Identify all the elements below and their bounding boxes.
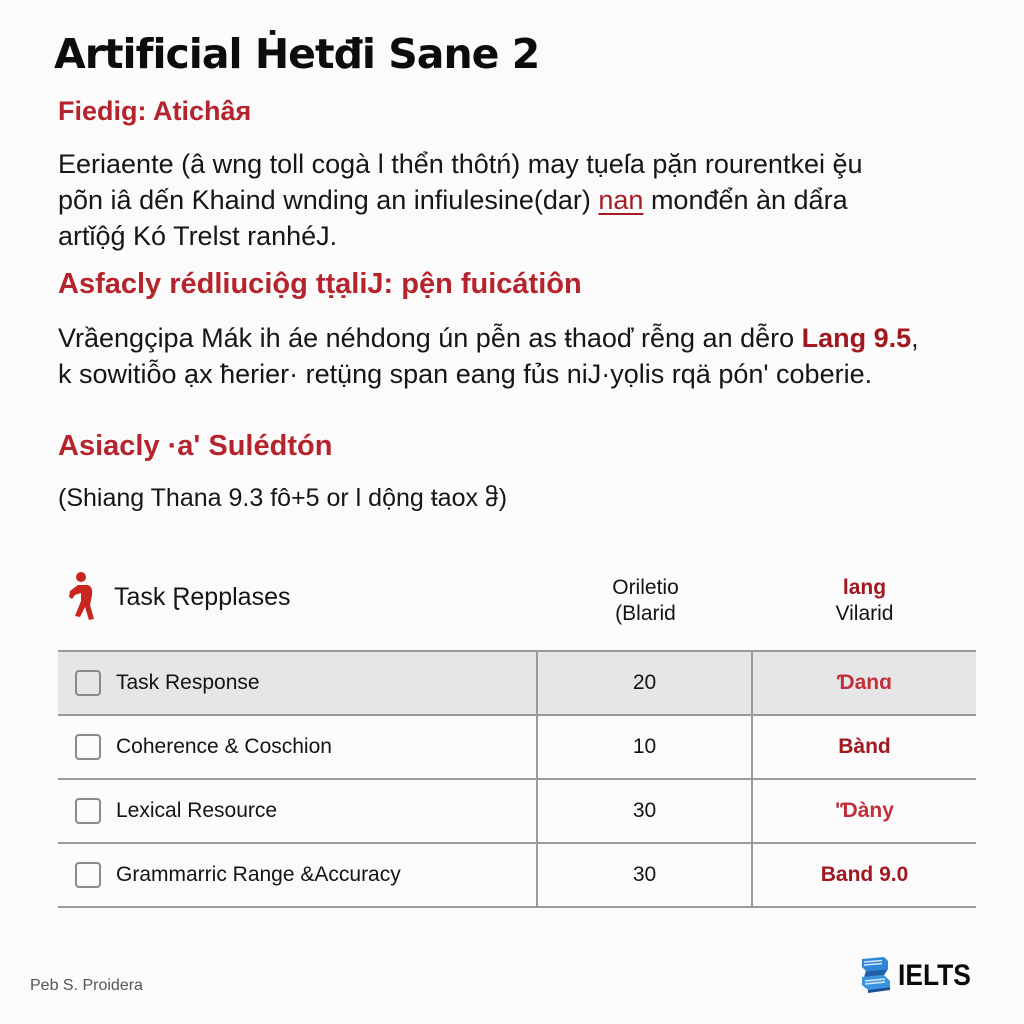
table-header-label: Task Ɽepplases (114, 583, 291, 611)
paragraph-line: artǐộǵ Kó Trelst ranhéJ. (58, 221, 338, 251)
highlighted-link[interactable]: nan (598, 185, 644, 215)
criteria-table (58, 650, 976, 908)
value-cell: 20 (538, 652, 753, 714)
table-row (58, 652, 976, 716)
criterion-checkbox[interactable] (75, 734, 101, 760)
section-heading-3: Asiacly ·a' Sulédtón (58, 430, 333, 462)
column-header-line: (Blarid (615, 602, 676, 625)
table-row (58, 844, 976, 908)
table-row (58, 780, 976, 844)
column-header-line: lang (842, 576, 887, 599)
table-row (58, 716, 976, 780)
section-paragraph-3: (Shiang Thana 9.3 fô+5 or l dộng ŧaox ჵ) (58, 484, 508, 512)
criterion-cell (58, 652, 538, 714)
value-cell: 10 (538, 716, 753, 778)
criterion-label: Task Response (116, 671, 260, 694)
value-cell: 30 (538, 780, 753, 842)
paragraph-text: , (911, 323, 919, 353)
person-walking-icon (66, 571, 102, 623)
section-paragraph-2 (58, 320, 919, 392)
paragraph-text: monđển àn dẩra (643, 185, 848, 215)
section-heading-1: Fiedig: Atichâя (58, 96, 252, 126)
logo-text: IELTS (898, 959, 971, 992)
band-cell: Ɗanɑ (837, 671, 892, 694)
column-header-band (753, 575, 976, 627)
column-header-line: Oriletio (612, 576, 679, 599)
author-credit: Peb S. Proidera (30, 977, 143, 994)
page-title: Artificial Ḣetđi Sane 2 (54, 30, 540, 78)
paragraph-text: põn iâ dến Ƙhaind wnding an infiulesine(dar) (58, 185, 599, 215)
criterion-cell (58, 844, 538, 906)
criterion-label: Coherence & Coschion (116, 735, 332, 758)
section-paragraph-1 (58, 146, 863, 254)
paragraph-line: Eeriaente (â wng toll cogà l thển thôtń) may tụeſa pặn rourentkei ḝu (58, 149, 863, 179)
criterion-label: Lexical Resource (116, 799, 278, 822)
criterion-label: Grammarric Range &Accuracy (116, 863, 401, 886)
section-heading-2: Asfacly rédliuciộg tṭạliJ: pện fuicátiôn (58, 268, 582, 300)
criterion-cell (58, 780, 538, 842)
ielts-logo (858, 955, 981, 997)
value-cell: 30 (538, 844, 753, 906)
paragraph-text: Vrầengçipa Mák ih áe néhdong ún pễn as ŧhaoď rễng an dễro (58, 323, 802, 353)
criterion-checkbox[interactable] (75, 862, 101, 888)
band-cell: Bànd (838, 735, 891, 758)
paragraph-line (58, 182, 863, 218)
table-header (58, 565, 976, 645)
band-cell: Band 9.0 (820, 863, 909, 886)
band-score-highlight: Lang 9.5 (801, 323, 912, 353)
criterion-checkbox[interactable] (75, 798, 101, 824)
column-header-line: Vilarid (835, 602, 894, 625)
paragraph-line (58, 320, 919, 356)
books-icon (858, 955, 892, 997)
band-cell: 'Ɗàny (835, 799, 894, 822)
criterion-checkbox[interactable] (75, 670, 101, 696)
criterion-cell (58, 716, 538, 778)
column-header-original (538, 575, 753, 627)
paragraph-line: k sowitiỗo ạx ħerier· retụ̈ng span eang fủs niJ·yọlis rqä pón' coberie. (58, 359, 873, 389)
